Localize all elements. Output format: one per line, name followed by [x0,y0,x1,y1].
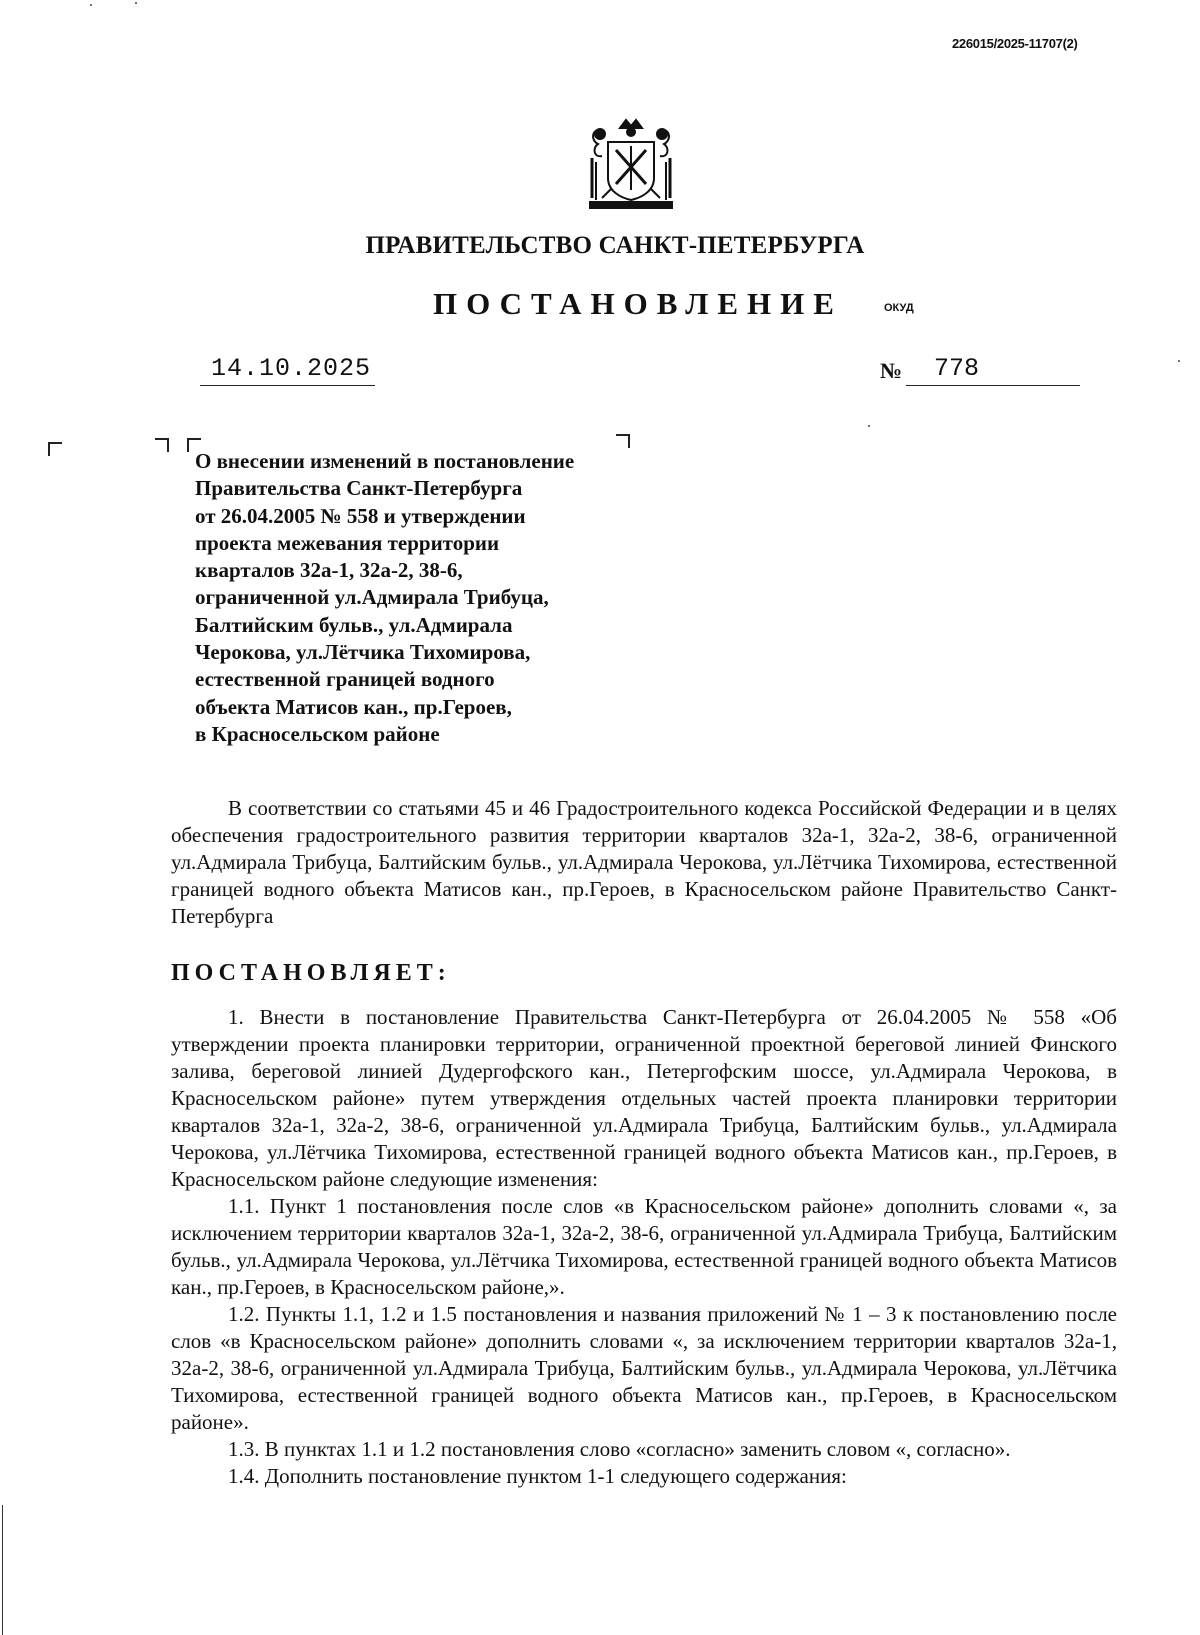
decree-body [171,1004,1117,1490]
coat-of-arms-icon [582,118,680,214]
scan-speck [1178,360,1180,362]
number-underline [906,385,1080,386]
preamble-paragraph [171,795,1117,930]
subject-line: О внесении изменений в постановление [195,449,575,473]
scan-speck [135,2,137,4]
corner-mark [616,434,630,448]
decree-date: 14.10.2025 [211,354,372,383]
subject-line: проекта межевания территории [195,530,500,555]
registration-number: 226015/2025-11707(2) [952,36,1078,51]
document-type-title: ПОСТАНОВЛЕНИЕ [433,286,843,321]
number-label: № [880,358,903,383]
scan-speck [868,425,870,427]
subject-line: от 26.04.2005 № 558 и утверждении [195,503,526,528]
government-title: ПРАВИТЕЛЬСТВО САНКТ-ПЕТЕРБУРГА [365,232,865,259]
decree-subject [195,448,675,748]
okud-label: ОКУД [884,302,914,314]
subject-line: ограниченной ул.Адмирала Трибуца, [195,585,549,610]
corner-mark [155,438,169,452]
item-1: 1. Внести в постановление Правительства Санкт-Петербурга от 26.04.2005 № 558 «Об утверждении проекта планировки территории, ограниченной проектной береговой линией Финского залива, береговой линией Дудергофского кан., Петергофским шоссе, ул.Адмирала Черокова, в Красносельском районе» путем утверждения отдельных частей проекта планировки территории кварталов 32а-1, 32а-2, 38-6, ограниченной ул.Адмирала Трибуца, Балтийским бульв., ул.Адмирала Черокова, ул.Лётчика Тихомирова, естественной границей водного объекта Матисов кан., пр.Героев, в Красносельском районе следующие изменения: [171,1005,1117,1191]
decree-number: 778 [934,354,980,383]
item-1-2: 1.2. Пункты 1.1, 1.2 и 1.5 постановления и названия приложений № 1 – 3 к постановлению после слов «в Красносельском районе» дополнить словами «, за исключением территории кварталов 32а-1, 32а-2, 38-6, ограниченной ул.Адмирала Трибуца, Балтийским бульв., ул.Адмирала Черокова, ул.Лётчика Тихомирова, естественной границей водного объекта Матисов кан., пр.Героев, в Красносельском районе». [171,1302,1117,1434]
item-1-1: 1.1. Пункт 1 постановления после слов «в Красносельском районе» дополнить словами «, за исключением территории кварталов 32а-1, 32а-2, 38-6, ограниченной ул.Адмирала Трибуца, Балтийским бульв., ул.Адмирала Черокова, ул.Лётчика Тихомирова, естественной границей водного объекта Матисов кан., пр.Героев, в Красносельском районе,». [171,1194,1117,1299]
scan-edge-line [2,1505,3,1635]
preamble-text: В соответствии со статьями 45 и 46 Градостроительного кодекса Российской Федерации и в целях обеспечения градостроительного развития территории кварталов 32а-1, 32а-2, 38-6, ограниченной ул.Адмирала Трибуца, Балтийским бульв., ул.Адмирала Черокова, ул.Лётчика Тихомирова, естественной границей водного объекта Матисов кан., пр.Героев, в Красносельском районе Правительство Санкт-Петербурга [171,796,1117,928]
subject-line: Правительства Санкт-Петербурга [195,476,523,501]
subject-line: Черокова, ул.Лётчика Тихомирова, [195,640,531,665]
item-1-3: 1.3. В пунктах 1.1 и 1.2 постановления слово «согласно» заменить словом «, согласно». [228,1437,1011,1461]
corner-mark [48,442,62,456]
subject-line: объекта Матисов кан., пр.Героев, [195,694,512,719]
scan-speck [90,4,92,6]
subject-line: в Красносельском районе [195,721,440,746]
subject-line: кварталов 32а-1, 32а-2, 38-6, [195,558,463,583]
date-underline [200,385,375,386]
resolves-heading: ПОСТАНОВЛЯЕТ: [171,960,451,986]
subject-line: естественной границей водного [195,667,495,692]
subject-line: Балтийским бульв., ул.Адмирала [195,612,513,637]
item-1-4: 1.4. Дополнить постановление пунктом 1-1 следующего содержания: [228,1464,847,1488]
